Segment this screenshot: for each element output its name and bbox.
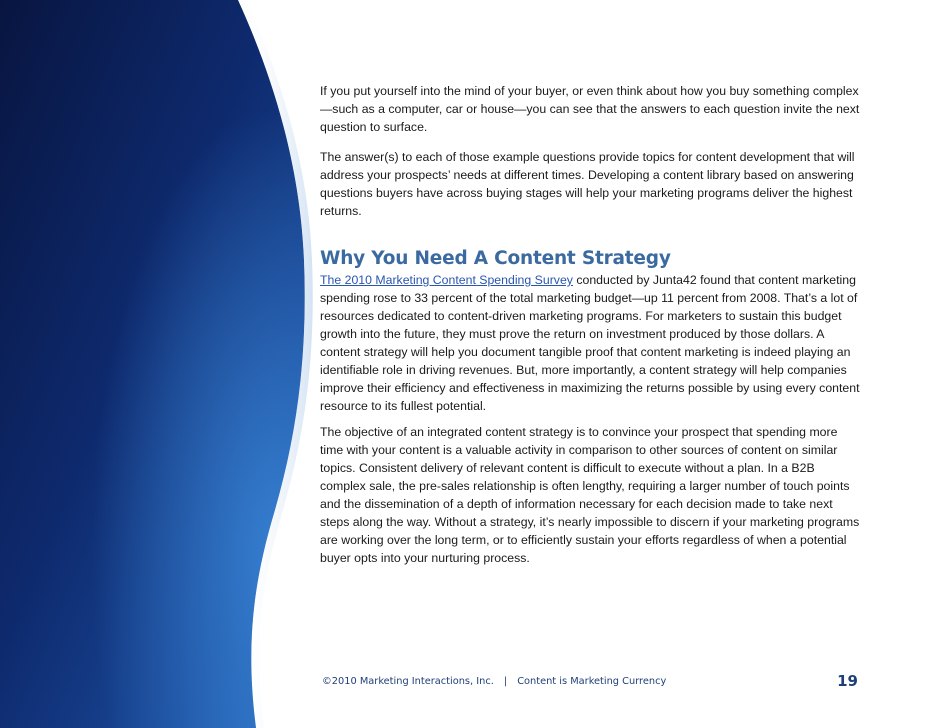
footer-text [322,676,666,687]
footer-copyright: ©2010 Marketing Interactions, Inc. [322,676,494,687]
footer-document-title: Content is Marketing Currency [517,676,667,687]
paragraph-buyer-mindset: If you put yourself into the mind of your buyer, or even think about how you buy something complex—such as a computer, car or house—you can see that the answers to each question invite the next question to surface. [320,84,860,134]
page-number: 19 [837,672,858,690]
footer-separator: | [503,676,508,687]
main-content [320,82,860,567]
section-heading: Why You Need A Content Strategy [320,248,671,269]
page-footer [322,672,858,694]
paragraph-strategy-objective: The objective of an integrated content strategy is to convince your prospect that spending more time with your content is a valuable activity in comparison to other sources of content on similar topics. Consistent delivery of relevant content is difficult to execute without a plan. In a B2B complex sale, the pre-sales relationship is often lengthy, requiring a larger number of touch points and the dissemination of a depth of information necessary for each decision made to take next steps along the way. Without a strategy, it’s nearly impossible to discern if your marketing programs are working over the long term, or to efficiently sustain your efforts regardless of when a potential buyer opts into your nurturing process. [320,425,860,565]
paragraph-content-topics: The answer(s) to each of those example questions provide topics for content development that will address your prospects’ needs at different times. Developing a content library based on answering questions buyers have across buying stages will help your marketing programs deliver the highest returns. [320,150,855,218]
paragraph-spending-survey [320,271,860,415]
survey-link[interactable]: The 2010 Marketing Content Spending Survey [320,273,573,287]
decorative-blue-wave [0,0,330,728]
paragraph-spending-survey-text: conducted by Junta42 found that content marketing spending rose to 33 percent of the total marketing budget—up 11 percent from 2008. That’s a lot of resources dedicated to content-driven marketing programs. For marketers to sustain this budget growth into the future, they must prove the return on investment produced by those dollars. A content strategy will help you document tangible proof that content marketing is indeed playing an identifiable role in driving revenues. But, more importantly, a content strategy will help companies improve their efficiency and effectiveness in maximizing the returns possible by using every content resource to its fullest potential. [320,273,860,413]
